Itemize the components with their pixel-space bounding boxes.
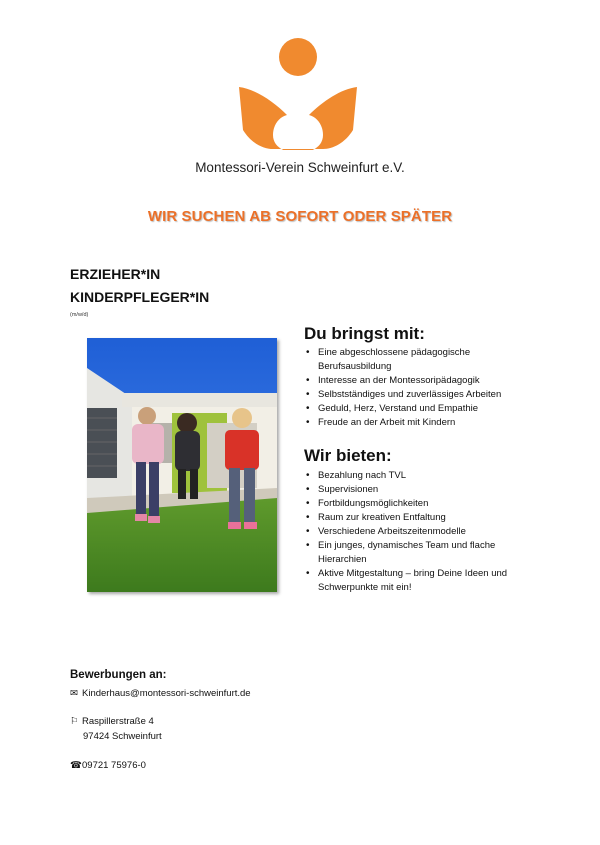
list-item: • Verschiedene Arbeitszeitenmodelle [304, 525, 534, 539]
contact-email [70, 688, 251, 699]
job-title-kinderpfleger: KINDERPFLEGER*IN [70, 289, 210, 305]
offers-list [304, 469, 534, 595]
phone-icon: ☎ [70, 760, 82, 771]
email-link[interactable]: Kinderhaus@montessori-schweinfurt.de [82, 688, 251, 699]
contact-city: 97424 Schweinfurt [83, 731, 162, 742]
offers-title: Wir bieten: [304, 446, 392, 465]
job-title-erzieher: ERZIEHER*IN [70, 266, 161, 282]
contact-phone [70, 760, 146, 771]
list-item: • Ein junges, dynamisches Team und flache Hierarchien [304, 539, 534, 567]
list-item: • Fortbildungsmöglichkeiten [304, 497, 534, 511]
envelope-icon: ✉ [70, 688, 78, 699]
list-item: • Geduld, Herz, Verstand und Empathie [304, 402, 534, 416]
flag-icon: ⚐ [70, 716, 79, 727]
headline: WIR SUCHEN AB SOFORT ODER SPÄTER [147, 208, 453, 225]
list-item: • Selbstständiges und zuverlässiges Arbeiten [304, 388, 534, 402]
organization-logo [235, 35, 360, 150]
list-item: • Raum zur kreativen Entfaltung [304, 511, 534, 525]
gender-note: (m/w/d) [70, 312, 89, 318]
application-title: Bewerbungen an: [70, 669, 167, 681]
street-text: Raspillerstraße 4 [82, 716, 154, 727]
requirements-title: Du bringst mit: [304, 324, 425, 343]
requirements-list [304, 346, 534, 430]
list-item: • Bezahlung nach TVL [304, 469, 534, 483]
list-item: • Supervisionen [304, 483, 534, 497]
list-item: • Interesse an der Montessoripädagogik [304, 374, 534, 388]
list-item: • Aktive Mitgestaltung – bring Deine Ideen und Schwerpunkte mit ein! [304, 567, 534, 595]
phone-text: 09721 75976-0 [82, 760, 146, 771]
list-item: • Eine abgeschlossene pädagogische Berufsausbildung [304, 346, 534, 374]
contact-street [70, 716, 154, 727]
organization-name: Montessori-Verein Schweinfurt e.V. [195, 160, 405, 175]
children-playing-photo [87, 338, 277, 592]
list-item: • Freude an der Arbeit mit Kindern [304, 416, 534, 430]
